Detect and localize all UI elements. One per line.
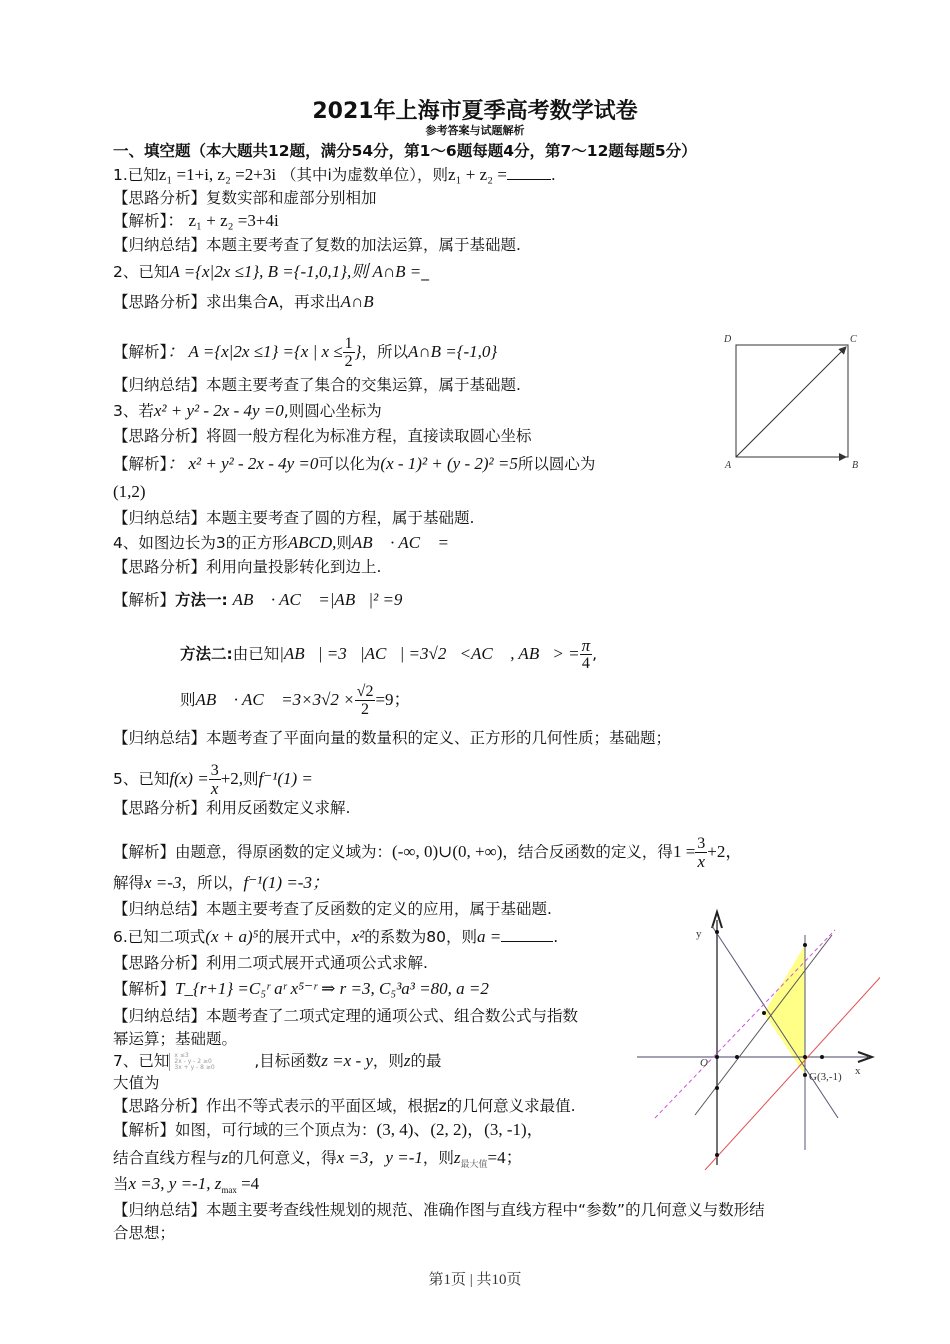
tag: 【解析】	[113, 455, 168, 473]
tag: 【思路分析】	[113, 293, 207, 311]
point	[803, 943, 807, 947]
tag: 【归纳总结】	[113, 236, 207, 254]
fraction	[343, 335, 355, 370]
q7-stem-cont: 大值为	[113, 1074, 160, 1092]
point	[820, 1055, 824, 1059]
fraction	[580, 637, 593, 672]
q1-solution	[113, 211, 279, 231]
math: ： A ={x|2x ≤1} ={x | x ≤	[167, 342, 343, 361]
inequality-system	[169, 1053, 254, 1071]
y-axis-label: y	[696, 928, 702, 940]
inequality: 2x - y - 2 ≥0	[174, 1057, 212, 1065]
label-d: D	[724, 334, 732, 345]
text: 2、已知	[113, 263, 170, 281]
math: x² + y² - 2x - 4y =0	[153, 401, 284, 420]
point	[715, 1153, 719, 1157]
text: 本题主要考查了集合的交集运算，属于基础题.	[206, 376, 521, 394]
page-footer: 第1页 | 共10页	[428, 1272, 522, 1288]
math: =9；	[375, 690, 411, 709]
math: A ={x|2x ≤1}, B ={-1,0,1}	[169, 262, 347, 281]
square-figure	[715, 325, 875, 475]
point-g-label: G(3,-1)	[809, 1071, 842, 1083]
page-subtitle: 参考答案与试题解析	[425, 124, 525, 137]
math: ： z₁ + z₂ =3+4i	[167, 211, 279, 230]
point-g	[803, 1073, 807, 1077]
q3-idea	[113, 426, 532, 446]
text: 由题意，得原函数的定义域为：	[175, 843, 393, 861]
text: 7、已知	[113, 1052, 170, 1070]
tag: 【思路分析】	[113, 189, 207, 207]
point	[715, 1055, 719, 1059]
text: 本题考查了二项式定理的通项公式、组合数公式与指数	[206, 1007, 579, 1025]
point	[715, 1086, 719, 1090]
label-c: C	[850, 334, 857, 345]
q7-stem	[113, 1051, 442, 1071]
math: ： x² + y² - 2x - 4y =0	[167, 454, 319, 473]
q6-solution	[113, 979, 489, 999]
objective-line-dashed	[655, 930, 835, 1118]
q7-result	[113, 1174, 259, 1200]
text: 5、已知	[113, 770, 170, 788]
origin-label: O	[700, 1057, 708, 1069]
text: 将圆一般方程化为标准方程，直接读取圆心坐标	[206, 427, 532, 445]
vector-ac	[736, 347, 846, 457]
text: 本题主要考查线性规划的规范、准确作图与直线方程中“参数”的几何意义与数形结	[206, 1201, 765, 1219]
q5-idea	[113, 798, 350, 818]
tag: 【归纳总结】	[113, 1007, 207, 1025]
math: +2，	[707, 842, 743, 861]
q4-summary	[113, 728, 671, 748]
tag: 【思路分析】	[113, 799, 207, 817]
math: x =3, y =-1, z	[128, 1174, 222, 1193]
math: f⁻¹(1) =-3；	[243, 873, 329, 892]
text: 本题主要考查了反函数的定义的应用，属于基础题.	[206, 900, 552, 918]
page-title: 2021年上海市夏季高考数学试卷	[312, 99, 638, 124]
q5-solution	[113, 835, 742, 870]
math: (-∞, 0)∪(0, +∞)	[392, 842, 503, 861]
q6-idea	[113, 953, 428, 973]
math: a =	[476, 927, 502, 946]
tag: 【思路分析】	[113, 558, 207, 576]
math: x =-3	[144, 873, 182, 892]
math: (3, 4)、(2, 2)，(3, -1)，	[376, 1120, 544, 1139]
inequality: x ≤3	[174, 1051, 189, 1059]
q4-method2: 方法二:由已知|AB⃗| =3，|AC⃗| =3√2，<AC⃗ , AB⃗> = $\frac{\pi}{4}$ ,	[180, 636, 598, 672]
tag: 【解析】	[113, 843, 176, 861]
math: AB⃗ · AC⃗ =	[351, 533, 449, 552]
tag: 【归纳总结】	[113, 900, 207, 918]
text: 作出不等式表示的平面区域，根据z的几何意义求最值.	[206, 1097, 576, 1115]
q4-stem	[113, 533, 449, 553]
q2-summary	[113, 375, 521, 395]
q4-idea	[113, 557, 381, 577]
subscript: 最大值	[460, 1160, 488, 1171]
label: 方法一:	[175, 591, 228, 609]
q7-solution	[113, 1120, 544, 1140]
tag: 【思路分析】	[113, 954, 207, 972]
text: 6.已知二项式	[113, 928, 206, 946]
fraction	[695, 835, 707, 870]
point	[735, 1055, 739, 1059]
math: x =3，y =-1	[336, 1148, 423, 1167]
math: z	[403, 1051, 411, 1070]
q7-summary-cont: 合思想；	[113, 1224, 176, 1242]
math: 1 =	[672, 842, 696, 861]
inequality: 3x + y - 8 ≥0	[174, 1063, 215, 1071]
text: 当	[113, 1175, 129, 1193]
section-heading: 一、填空题（本大题共12题，满分54分，第1～6题每题4分，第7～12题每题5分）	[113, 142, 697, 160]
tag: 【解析】	[113, 1121, 176, 1139]
feasible-region-graph	[630, 905, 880, 1170]
denominator: x	[697, 852, 706, 871]
q7-idea	[113, 1096, 576, 1116]
math: =4；	[487, 1148, 523, 1167]
x-axis-label: x	[855, 1065, 861, 1077]
q3-summary	[113, 508, 474, 528]
tag: 【解析】	[113, 212, 168, 230]
text: 结合直线方程与	[113, 1149, 222, 1167]
numerator: √2	[356, 683, 374, 700]
q1-idea	[113, 188, 377, 208]
math: ABCD,	[287, 533, 337, 552]
answer-blank	[501, 927, 553, 942]
numerator: 3	[210, 762, 219, 779]
text: 的最	[410, 1052, 442, 1070]
q5-solution-cont	[113, 873, 329, 893]
q6-summary-cont: 幂运算；基础题。	[113, 1030, 238, 1048]
math: AB⃗ · AC⃗ =|AB⃗|² =9	[232, 590, 403, 609]
q6-summary	[113, 1006, 578, 1026]
math: z₁ =1+i, z₂ =2+3i	[158, 165, 277, 184]
text: ，则	[372, 1052, 404, 1070]
text: 可以化为	[318, 455, 381, 473]
numerator: 1	[344, 335, 353, 352]
text: （其中i为虚数单位），则	[280, 166, 449, 184]
text: 本题主要考查了圆的方程，属于基础题.	[206, 509, 475, 527]
text: ，所以，	[181, 874, 244, 892]
math: ,则 A∩B =	[346, 262, 422, 281]
text: 利用向量投影转化到边上.	[206, 558, 382, 576]
math: z	[221, 1148, 229, 1167]
math: }	[354, 342, 362, 361]
q3-solution-cont: (1,2)	[113, 482, 146, 501]
label: 方法二:	[180, 645, 233, 663]
text: 则	[180, 691, 196, 709]
q2-idea	[113, 292, 374, 312]
text: 的几何意义，得	[228, 1149, 337, 1167]
text: 本题考查了平面向量的数量积的定义、正方形的几何性质；基础题；	[206, 729, 672, 747]
tag: 【归纳总结】	[113, 729, 207, 747]
math: |AB⃗| =3，|AC⃗| =3√2，<AC⃗ , AB⃗> =	[279, 644, 580, 663]
text: 1.已知	[113, 166, 159, 184]
point	[715, 930, 719, 934]
line-3x-plus-y	[712, 926, 838, 1118]
point	[762, 1011, 766, 1015]
text: 解得	[113, 874, 145, 892]
tag: 【归纳总结】	[113, 1201, 207, 1219]
label-a: A	[725, 460, 732, 471]
point	[803, 1055, 807, 1059]
text: 所以圆心为	[517, 455, 596, 473]
q5-stem	[113, 762, 313, 797]
math: +2,	[220, 769, 244, 788]
text: 4、如图边长为3的正方形	[113, 534, 288, 552]
tag: 【思路分析】	[113, 427, 207, 445]
tag: 【解析】	[113, 343, 168, 361]
q1-stem: 1.已知z₁ =1+i, z₂ =2+3i （其中i为虚数单位），则z₁ + z₂ = .	[113, 165, 556, 184]
q5-summary	[113, 899, 552, 919]
q3-stem	[113, 401, 382, 421]
q7-solution-cont	[113, 1148, 523, 1175]
text: 的展开式中，	[258, 928, 352, 946]
math: z₁ + z₂ =	[448, 165, 507, 184]
text: 则	[243, 770, 259, 788]
math: f(x) =	[169, 769, 209, 788]
label-b: B	[852, 460, 859, 471]
text: 的系数为80，则	[364, 928, 477, 946]
text: 利用二项式展开式通项公式求解.	[206, 954, 428, 972]
tag: 【解析】	[113, 591, 176, 609]
tag: 【解析】	[113, 980, 176, 998]
text: ，则	[422, 1149, 454, 1167]
text: ，结合反函数的定义，得	[502, 843, 673, 861]
tag: 【归纳总结】	[113, 376, 207, 394]
text: 由已知	[232, 645, 280, 663]
q2-solution	[113, 335, 497, 370]
math: f⁻¹(1) =	[258, 769, 313, 788]
q7-summary	[113, 1200, 765, 1220]
math: (x - 1)² + (y - 2)² =5	[380, 454, 518, 473]
math: A∩B ={-1,0}	[407, 342, 498, 361]
q4-method2-result	[180, 683, 411, 718]
fraction	[209, 762, 221, 797]
text: 如图，可行域的三个顶点为：	[175, 1121, 377, 1139]
math: AB⃗ · AC⃗ =3×3√2 ×	[195, 690, 355, 709]
math: =4	[236, 1174, 260, 1193]
feasible-region	[764, 945, 805, 1075]
text: 利用反函数定义求解.	[206, 799, 351, 817]
math: z =x - y	[321, 1051, 373, 1070]
text: ,则圆心坐标为	[283, 402, 382, 420]
numerator: 3	[697, 835, 706, 852]
denominator: 2	[344, 353, 353, 370]
q6-stem	[113, 927, 558, 947]
q1-summary	[113, 235, 521, 255]
text: 求出集合A，再求出	[206, 293, 341, 311]
math: z	[453, 1148, 461, 1167]
denominator: 4	[581, 655, 590, 672]
text: 3、若	[113, 402, 154, 420]
text: ,目标函数	[254, 1052, 322, 1070]
text: 复数实部和虚部分别相加	[206, 189, 377, 207]
text: 则	[336, 534, 352, 552]
q4-method1	[113, 590, 402, 610]
math: A∩B	[340, 292, 374, 311]
q2-stem: 2、已知A ={x|2x ≤1}, B ={-1,0,1},则 A∩B =_	[113, 262, 430, 281]
math: (x + a)⁵	[205, 927, 259, 946]
text: ，所以	[361, 343, 408, 361]
subscript: max	[221, 1185, 237, 1196]
q3-solution	[113, 454, 595, 474]
text: .	[553, 928, 559, 946]
denominator: 2	[361, 701, 370, 718]
tag: 【思路分析】	[113, 1097, 207, 1115]
math: T_{r+1} =C₅ʳ aʳ x⁵⁻ʳ ⇒ r =3, C₅³a³ =80, a =2	[175, 979, 489, 998]
answer-blank	[507, 165, 551, 180]
denominator: x	[210, 779, 219, 798]
tag: 【归纳总结】	[113, 509, 207, 527]
numerator: π	[581, 636, 591, 655]
fraction	[355, 683, 376, 718]
text: 本题主要考查了复数的加法运算，属于基础题.	[206, 236, 521, 254]
math: x²	[351, 927, 365, 946]
